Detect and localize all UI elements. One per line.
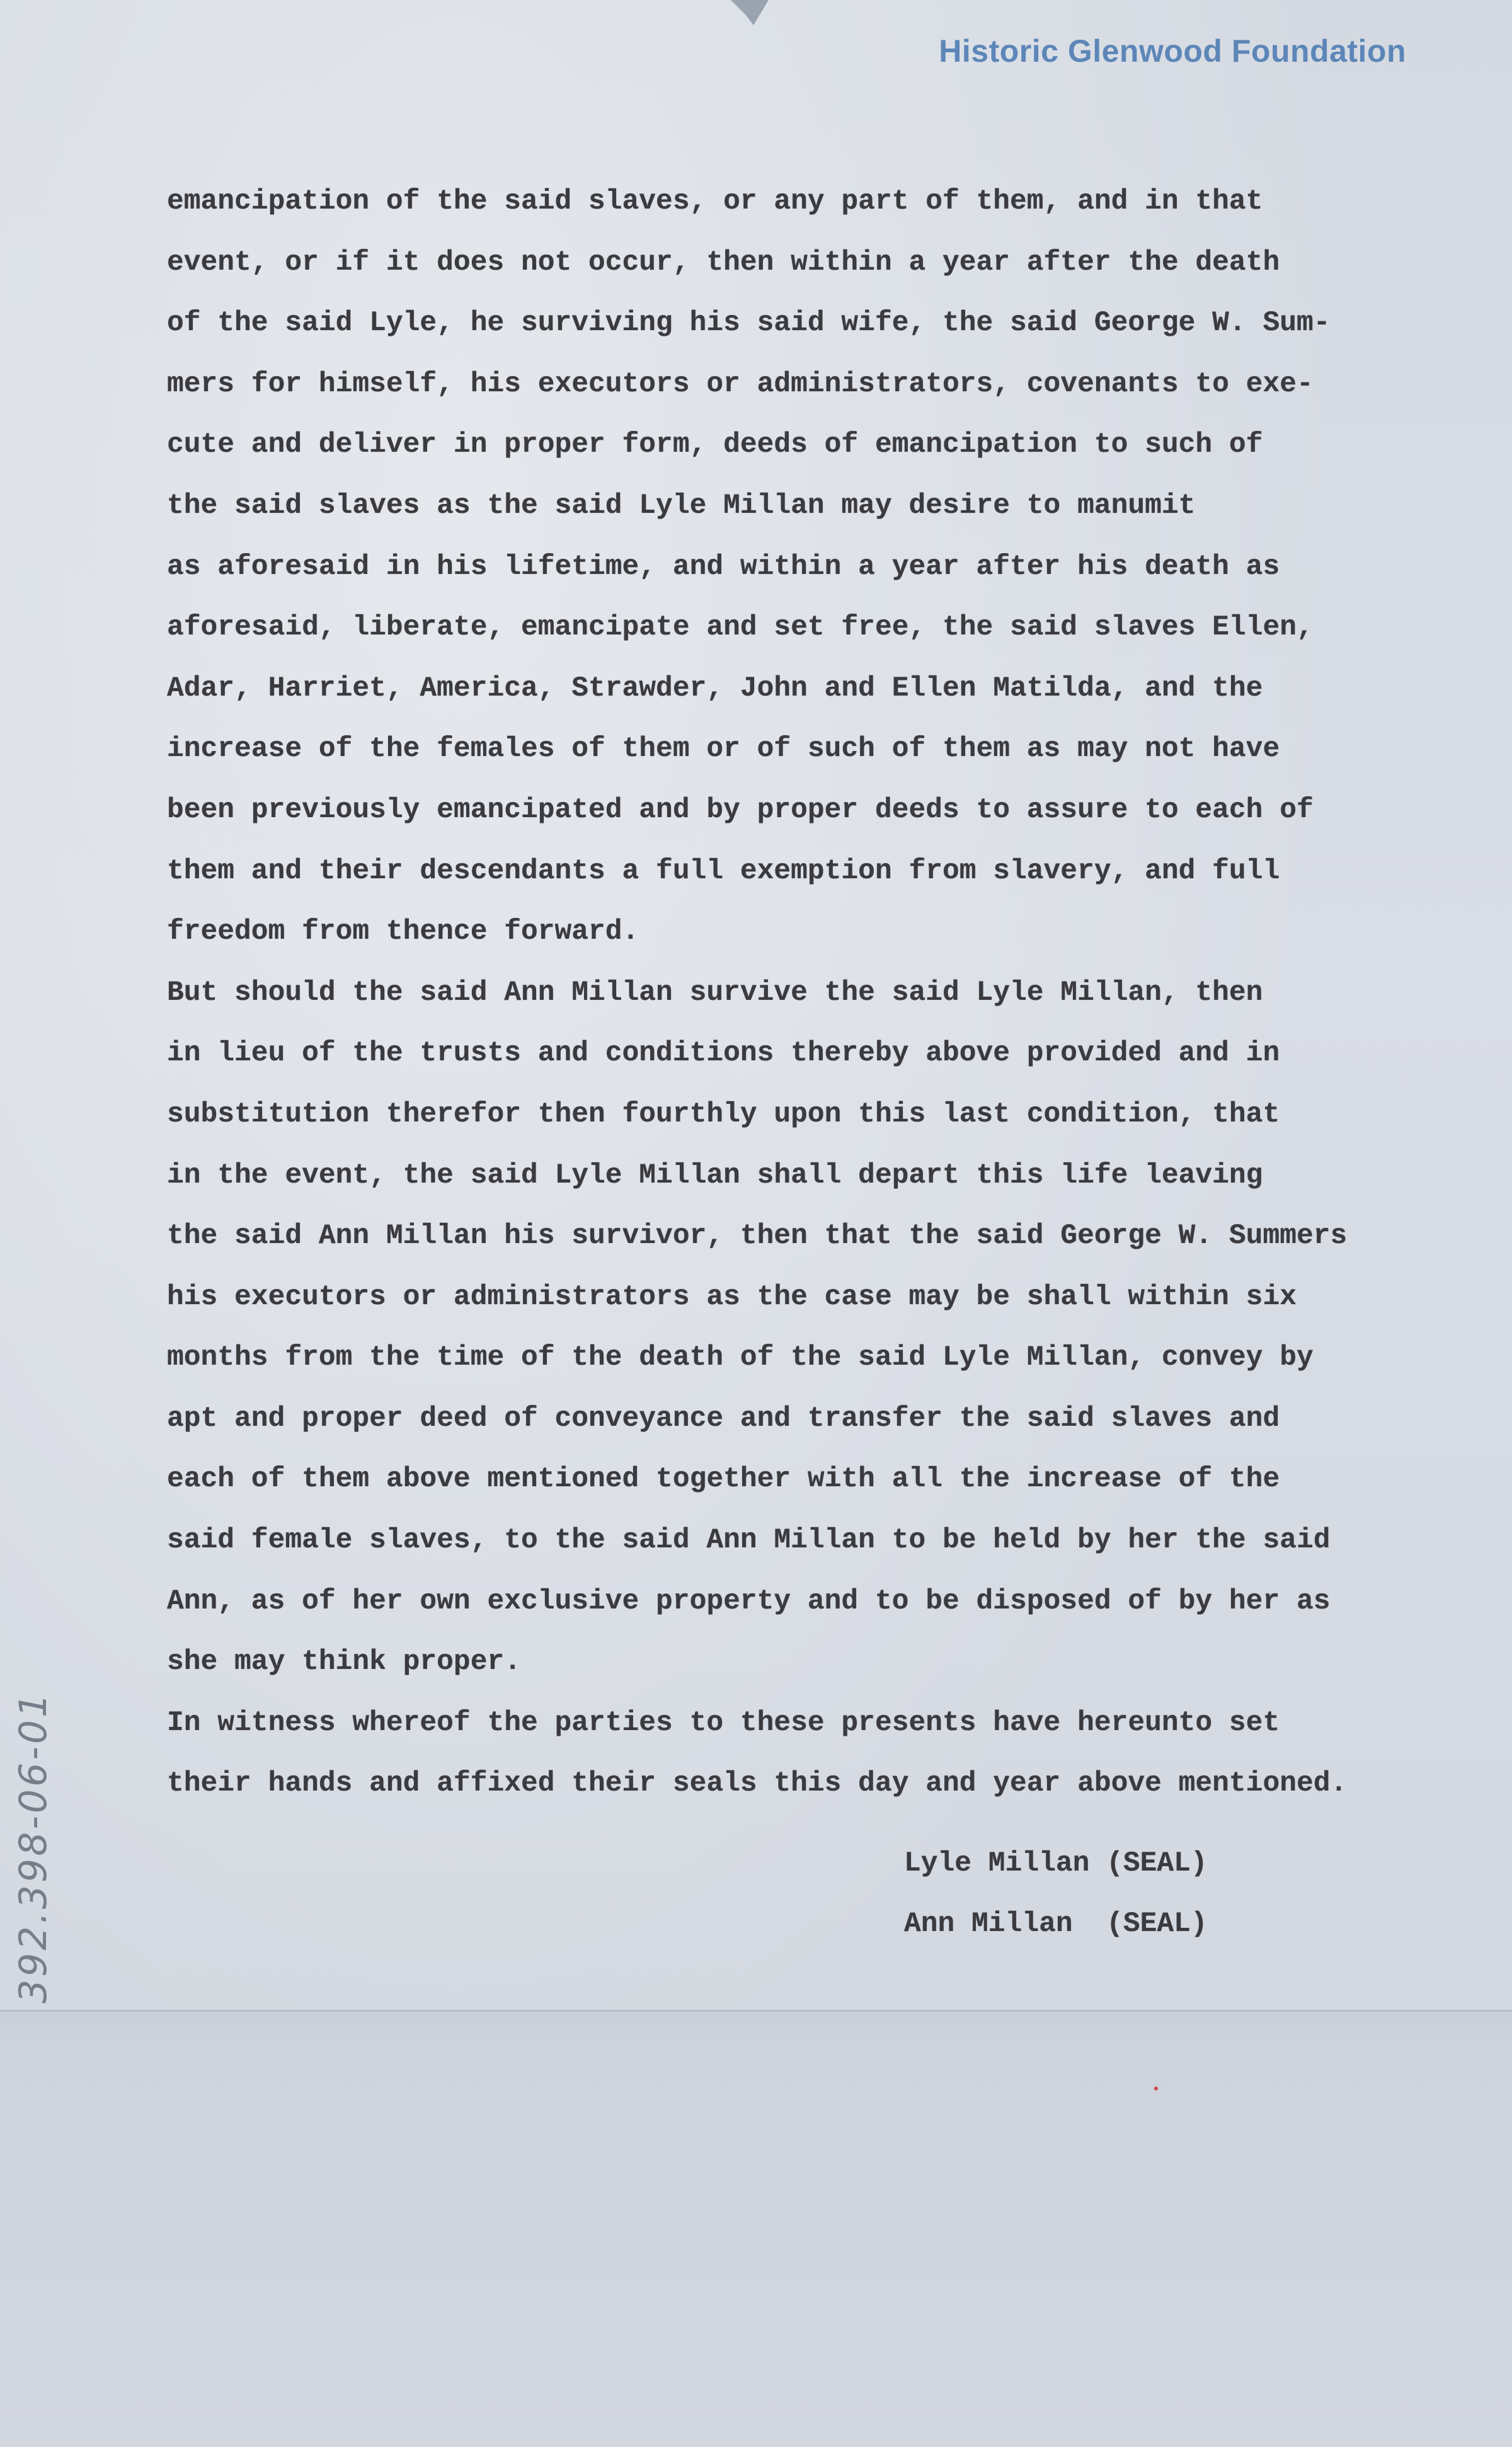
text-line: in the event, the said Lyle Millan shall depart this life leaving — [167, 1159, 1263, 1191]
text-line: mers for himself, his executors or administrators, covenants to exe- — [167, 368, 1314, 400]
text-line: Ann, as of her own exclusive property and to be disposed of by her as — [167, 1585, 1331, 1617]
text-line: aforesaid, liberate, emancipate and set free, the said slaves Ellen, — [167, 612, 1314, 644]
foundation-watermark: Historic Glenwood Foundation — [939, 33, 1406, 69]
text-line: the said Ann Millan his survivor, then that the said George W. Summers — [167, 1220, 1348, 1252]
signature-lyle-millan: Lyle Millan (SEAL) — [904, 1848, 1208, 1879]
document-body — [167, 171, 1477, 1814]
text-line: their hands and affixed their seals this day and year above mentioned. — [167, 1768, 1348, 1800]
text-line: event, or if it does not occur, then within a year after the death — [167, 246, 1280, 278]
text-line: In witness whereof the parties to these presents have hereunto set — [167, 1707, 1280, 1739]
text-line: Adar, Harriet, America, Strawder, John and Ellen Matilda, and the — [167, 672, 1263, 704]
accession-number: 392.398-06-01 — [11, 1690, 55, 2003]
text-line: freedom from thence forward. — [167, 916, 639, 948]
text-line: as aforesaid in his lifetime, and within a year after his death as — [167, 551, 1280, 583]
ink-speck — [1154, 2087, 1158, 2090]
signature-ann-millan: Ann Millan (SEAL) — [904, 1908, 1208, 1940]
text-line: But should the said Ann Millan survive the said Lyle Millan, then — [167, 977, 1263, 1009]
text-line: months from the time of the death of the said Lyle Millan, convey by — [167, 1342, 1314, 1374]
text-line: she may think proper. — [167, 1646, 521, 1678]
text-line: his executors or administrators as the case may be shall within six — [167, 1281, 1297, 1313]
page-fold — [0, 2010, 1512, 2447]
text-line: them and their descendants a full exemption from slavery, and full — [167, 855, 1280, 887]
text-line: substitution therefor then fourthly upon this last condition, that — [167, 1098, 1280, 1130]
text-line: emancipation of the said slaves, or any part of them, and in that — [167, 186, 1263, 217]
torn-corner — [731, 0, 769, 25]
signature-block — [904, 1833, 1208, 1954]
text-line: apt and proper deed of conveyance and transfer the said slaves and — [167, 1402, 1280, 1435]
text-line: the said slaves as the said Lyle Millan may desire to manumit — [167, 490, 1196, 522]
text-line: of the said Lyle, he surviving his said wife, the said George W. Sum- — [167, 307, 1331, 340]
text-line: been previously emancipated and by proper deeds to assure to each of — [167, 794, 1314, 826]
text-line: cute and deliver in proper form, deeds of emancipation to such of — [167, 429, 1263, 461]
text-line: said female slaves, to the said Ann Millan to be held by her the said — [167, 1525, 1331, 1557]
text-line: increase of the females of them or of such of them as may not have — [167, 733, 1280, 765]
text-line: each of them above mentioned together with all the increase of the — [167, 1464, 1280, 1496]
text-line: in lieu of the trusts and conditions thereby above provided and in — [167, 1038, 1280, 1070]
